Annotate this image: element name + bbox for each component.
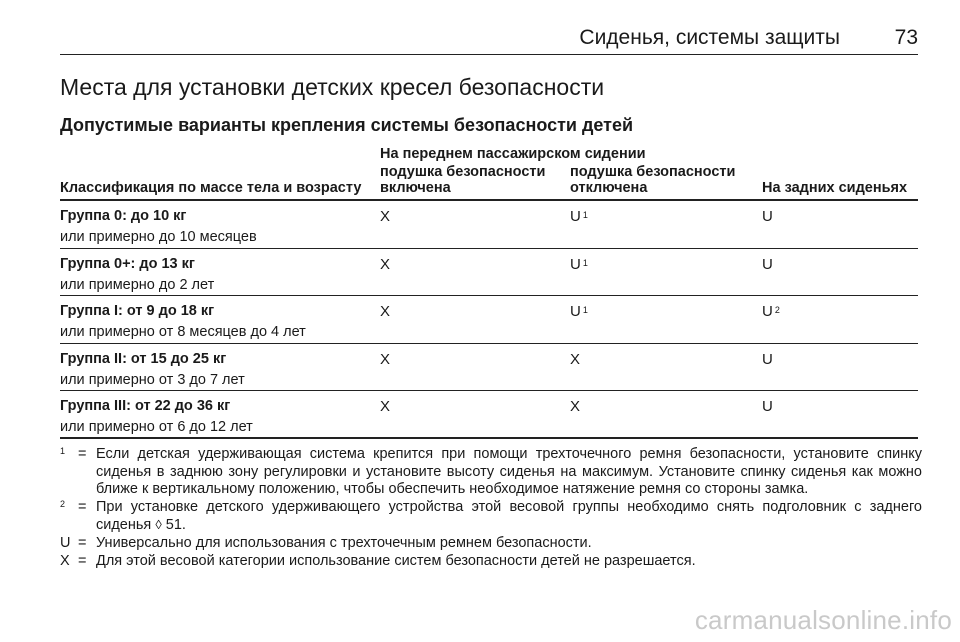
rear-cell [762, 208, 773, 225]
equals-sign: = [78, 498, 87, 515]
weight-group: Группа I: от 9 до 18 кг [60, 303, 215, 319]
age-range: или примерно до 2 лет [60, 276, 215, 293]
watermark: carmanualsonline.info [694, 605, 952, 635]
airbag-off-value: U [570, 303, 581, 320]
airbag-on-value: X [380, 255, 391, 273]
footnote-body: Для этой весовой категории использование систем безопасности детей не разрешается. [96, 552, 696, 569]
subsection-title: Допустимые варианты крепления системы безопасности детей [60, 115, 634, 135]
chapter-title: Сиденья, системы защиты [579, 26, 840, 49]
table-row [0, 390, 960, 438]
footnote-text [96, 535, 922, 553]
rear-cell [762, 303, 780, 320]
footnote-text [96, 499, 922, 535]
airbag-on-value: X [380, 398, 391, 415]
age-range: или примерно от 8 месяцев до 4 лет [60, 324, 306, 340]
rear-value: U [762, 303, 773, 320]
rear-value: U [762, 398, 773, 415]
airbag-off-value: U [570, 208, 581, 225]
weight-group: Группа 0: до 10 кг [60, 208, 187, 224]
classification-column-header: Классификация по массе тела и возрасту [60, 180, 362, 196]
age-range: или примерно до 10 месяцев [60, 229, 257, 245]
rear-seats-column-header: На задних сиденьях [762, 180, 908, 196]
airbag-off-value: X [570, 350, 581, 368]
section-title: Места для установки детских кресел безопасности [60, 74, 605, 100]
table-row [0, 343, 960, 391]
airbag-on-column-header: подушка безопасности включена [380, 164, 546, 196]
equals-sign: = [78, 552, 87, 569]
footnote-number: 1 [60, 446, 66, 456]
footnote-marker: 1 [582, 257, 588, 268]
footnote-body: Универсально для использования с трехточечным ремнем безопасности. [96, 534, 592, 551]
table-row [0, 200, 960, 248]
airbag-off-cell [570, 256, 588, 273]
airbag-off-cell [570, 351, 580, 368]
airbag-off-value: U [570, 255, 581, 273]
front-seat-group-header: На переднем пассажирском сидении [380, 146, 646, 162]
airbag-off-column-header: подушка безопасности отключена [570, 164, 736, 196]
weight-group: Группа III: от 22 до 36 кг [60, 398, 231, 414]
rear-cell [762, 398, 773, 415]
airbag-off-cell [570, 208, 588, 225]
age-range: или примерно от 3 до 7 лет [60, 371, 245, 388]
rear-value: U [762, 350, 773, 368]
footnote-marker: 2 [774, 305, 780, 315]
equals-sign: = [78, 534, 87, 551]
rear-cell [762, 256, 773, 273]
footnote-key: X [60, 552, 70, 569]
footnote-number: 2 [60, 498, 66, 509]
footnote-key: U [60, 534, 71, 551]
table-row [0, 295, 960, 343]
footnote-body: При установке детского удерживающего устройства этой весовой группы необходимо снять подголовник с заднего сиденья [96, 498, 922, 534]
footnote-marker: 1 [582, 305, 588, 315]
page-reference-link[interactable]: 51. [165, 517, 186, 534]
age-range: или примерно от 6 до 12 лет [60, 419, 253, 435]
airbag-on-value: X [380, 208, 391, 225]
weight-group: Группа II: от 15 до 25 кг [60, 350, 227, 367]
rear-value: U [762, 208, 773, 225]
rear-cell [762, 351, 773, 368]
page-number: 73 [894, 26, 918, 49]
footnote [60, 499, 922, 535]
rear-value: U [762, 255, 773, 273]
footnote [60, 553, 922, 571]
airbag-off-cell [570, 398, 580, 415]
footnotes [60, 446, 922, 570]
footnote-marker: 1 [582, 210, 588, 220]
table-bottom-divider [60, 437, 918, 439]
airbag-on-value: X [380, 350, 391, 368]
footnote [60, 535, 922, 553]
footnote-text [96, 446, 922, 499]
footnote-text [96, 553, 922, 571]
footnote [60, 446, 922, 499]
page-header [60, 14, 918, 55]
airbag-off-cell [570, 303, 588, 320]
table-row [0, 248, 960, 296]
page-reference-icon: ◊ [155, 517, 162, 533]
weight-group: Группа 0+: до 13 кг [60, 255, 195, 272]
footnote-body: Если детская удерживающая система крепится при помощи трехточечного ремня безопасности, установите спинку сиденья в заднюю зону регулировки и установите высоту сиденья на максимум. Установите спинку сиденья как можно ближе к вертикальному положению, чтобы обеспечить необходимое натяжение ремня со стороны замка. [96, 446, 922, 498]
airbag-off-value: X [570, 398, 581, 415]
footnote-key [60, 446, 78, 499]
equals-sign: = [78, 446, 87, 462]
airbag-on-value: X [380, 303, 391, 320]
footnote-key [60, 499, 78, 535]
